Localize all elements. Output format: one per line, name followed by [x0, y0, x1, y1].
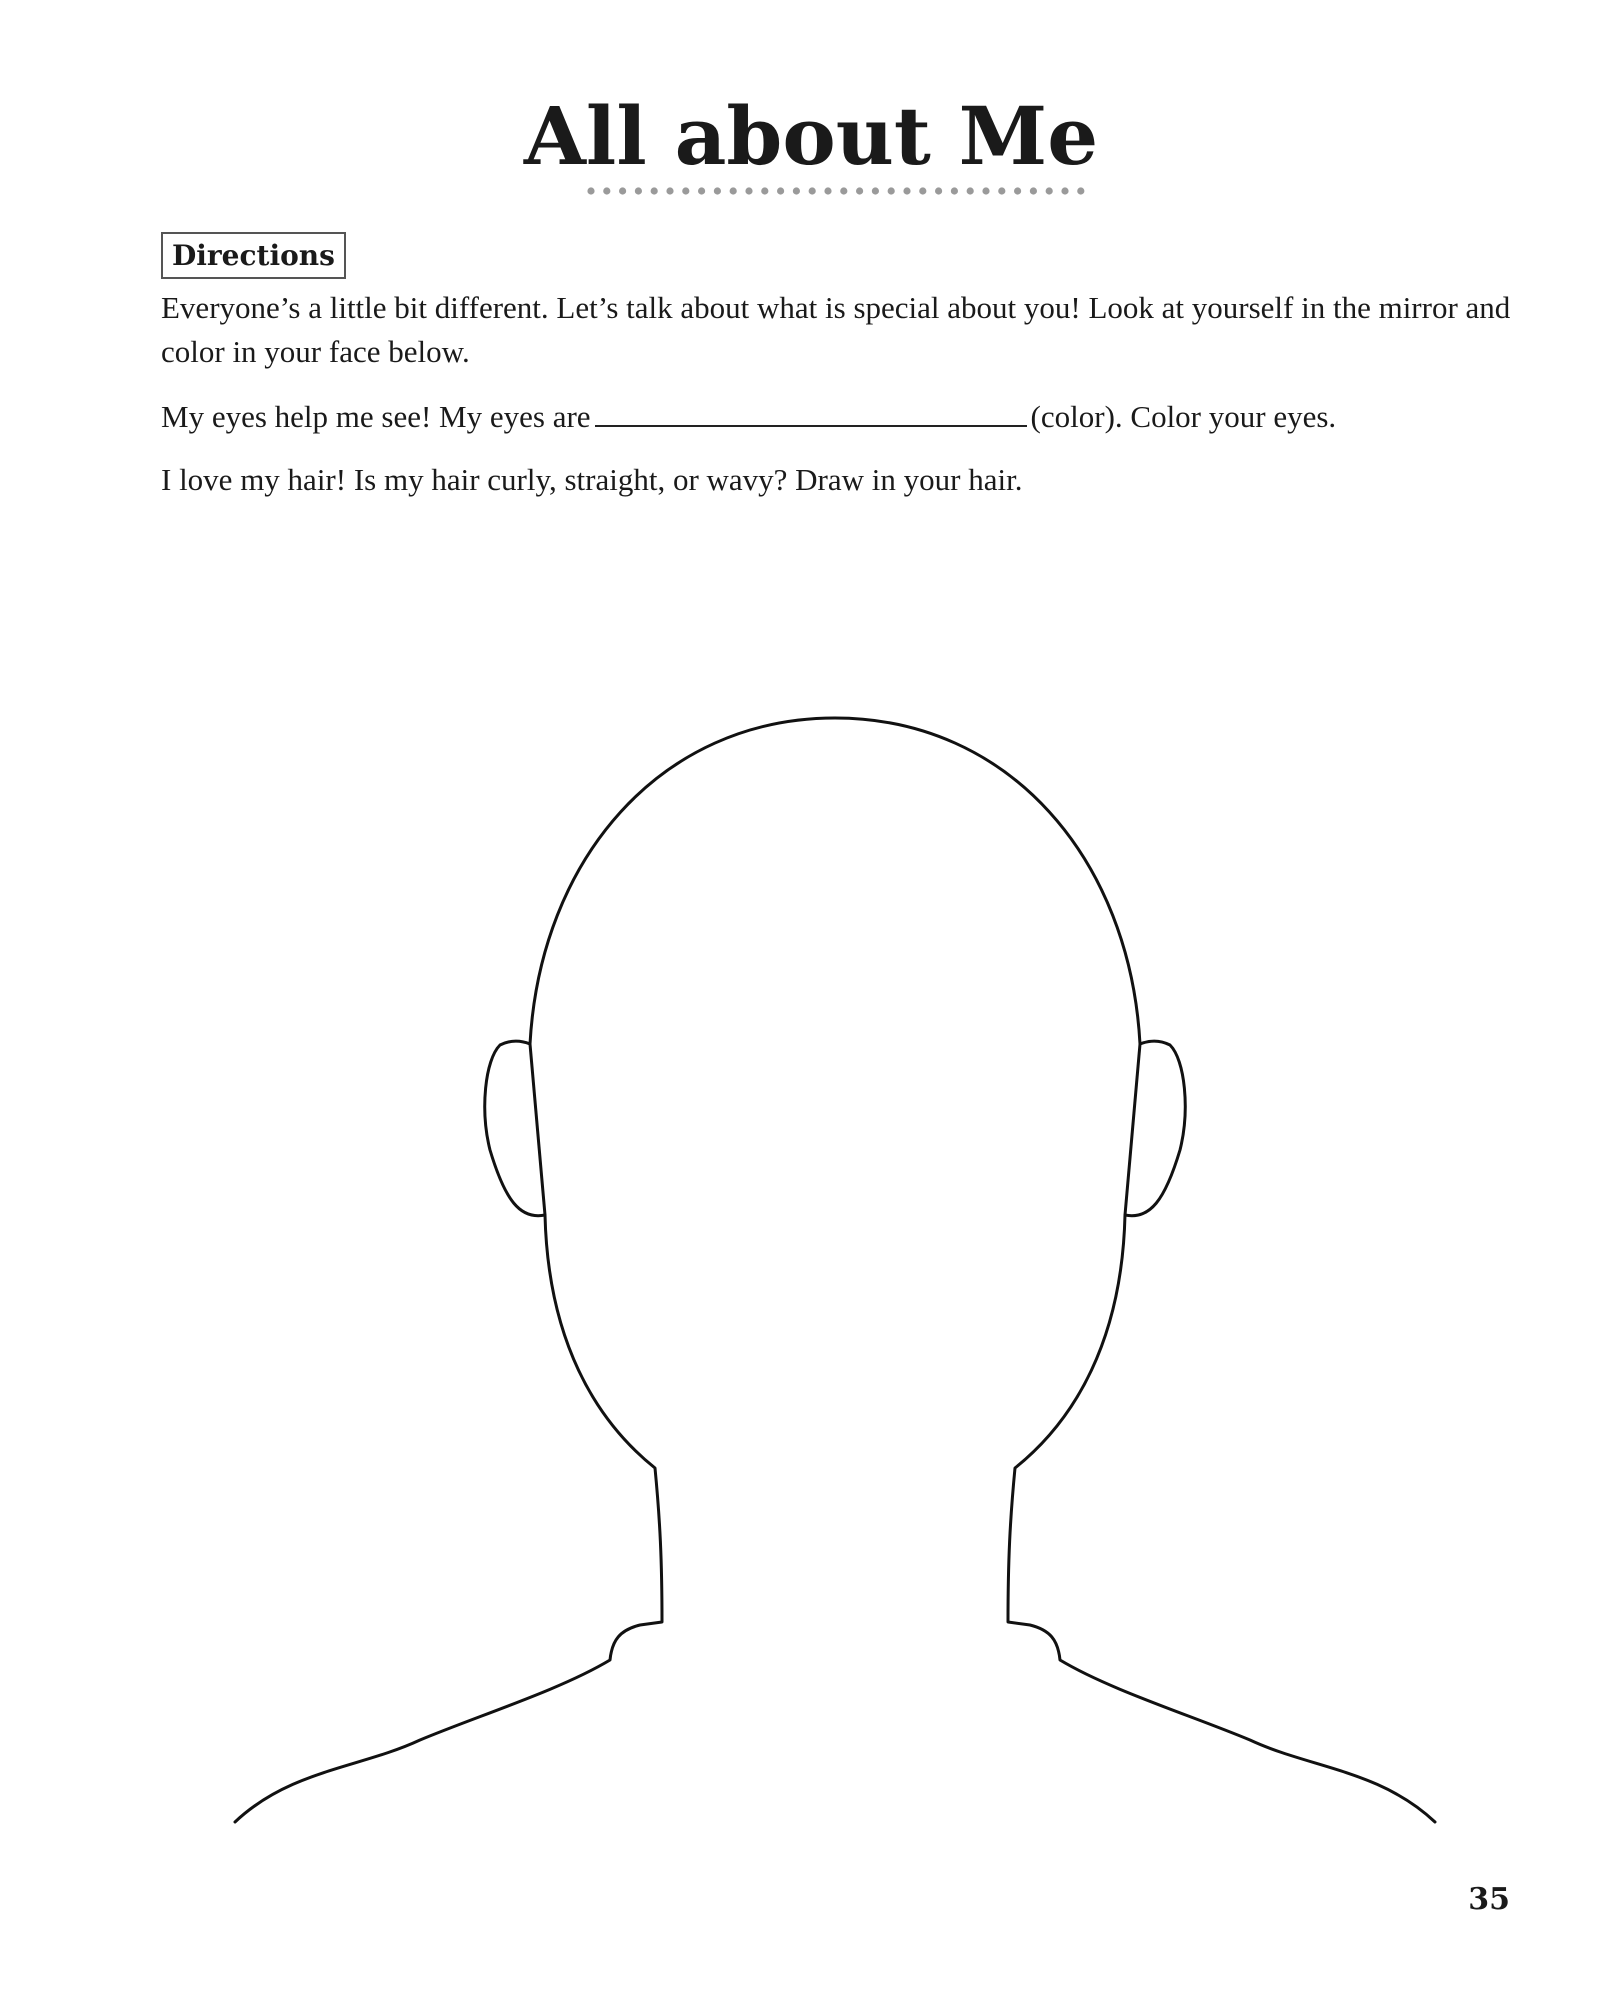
left-ear-inner	[530, 1044, 545, 1215]
head-silhouette	[235, 718, 1435, 1822]
hair-prompt: I love my hair! Is my hair curly, straight, or wavy? Draw in your hair.	[161, 462, 1023, 497]
page-title: All about Me	[523, 89, 1099, 183]
right-ear-inner	[1125, 1044, 1140, 1215]
directions-label: Directions	[161, 232, 346, 279]
eyes-prompt-before: My eyes help me see! My eyes are	[161, 399, 591, 434]
eyes-prompt-after: (color). Color your eyes.	[1030, 399, 1337, 434]
intro-text: Everyone’s a little bit different. Let’s talk about what is special about you! Look at yourself in the mirror and color in your face below.	[161, 290, 1511, 369]
page-number: 35	[1468, 1882, 1510, 1917]
